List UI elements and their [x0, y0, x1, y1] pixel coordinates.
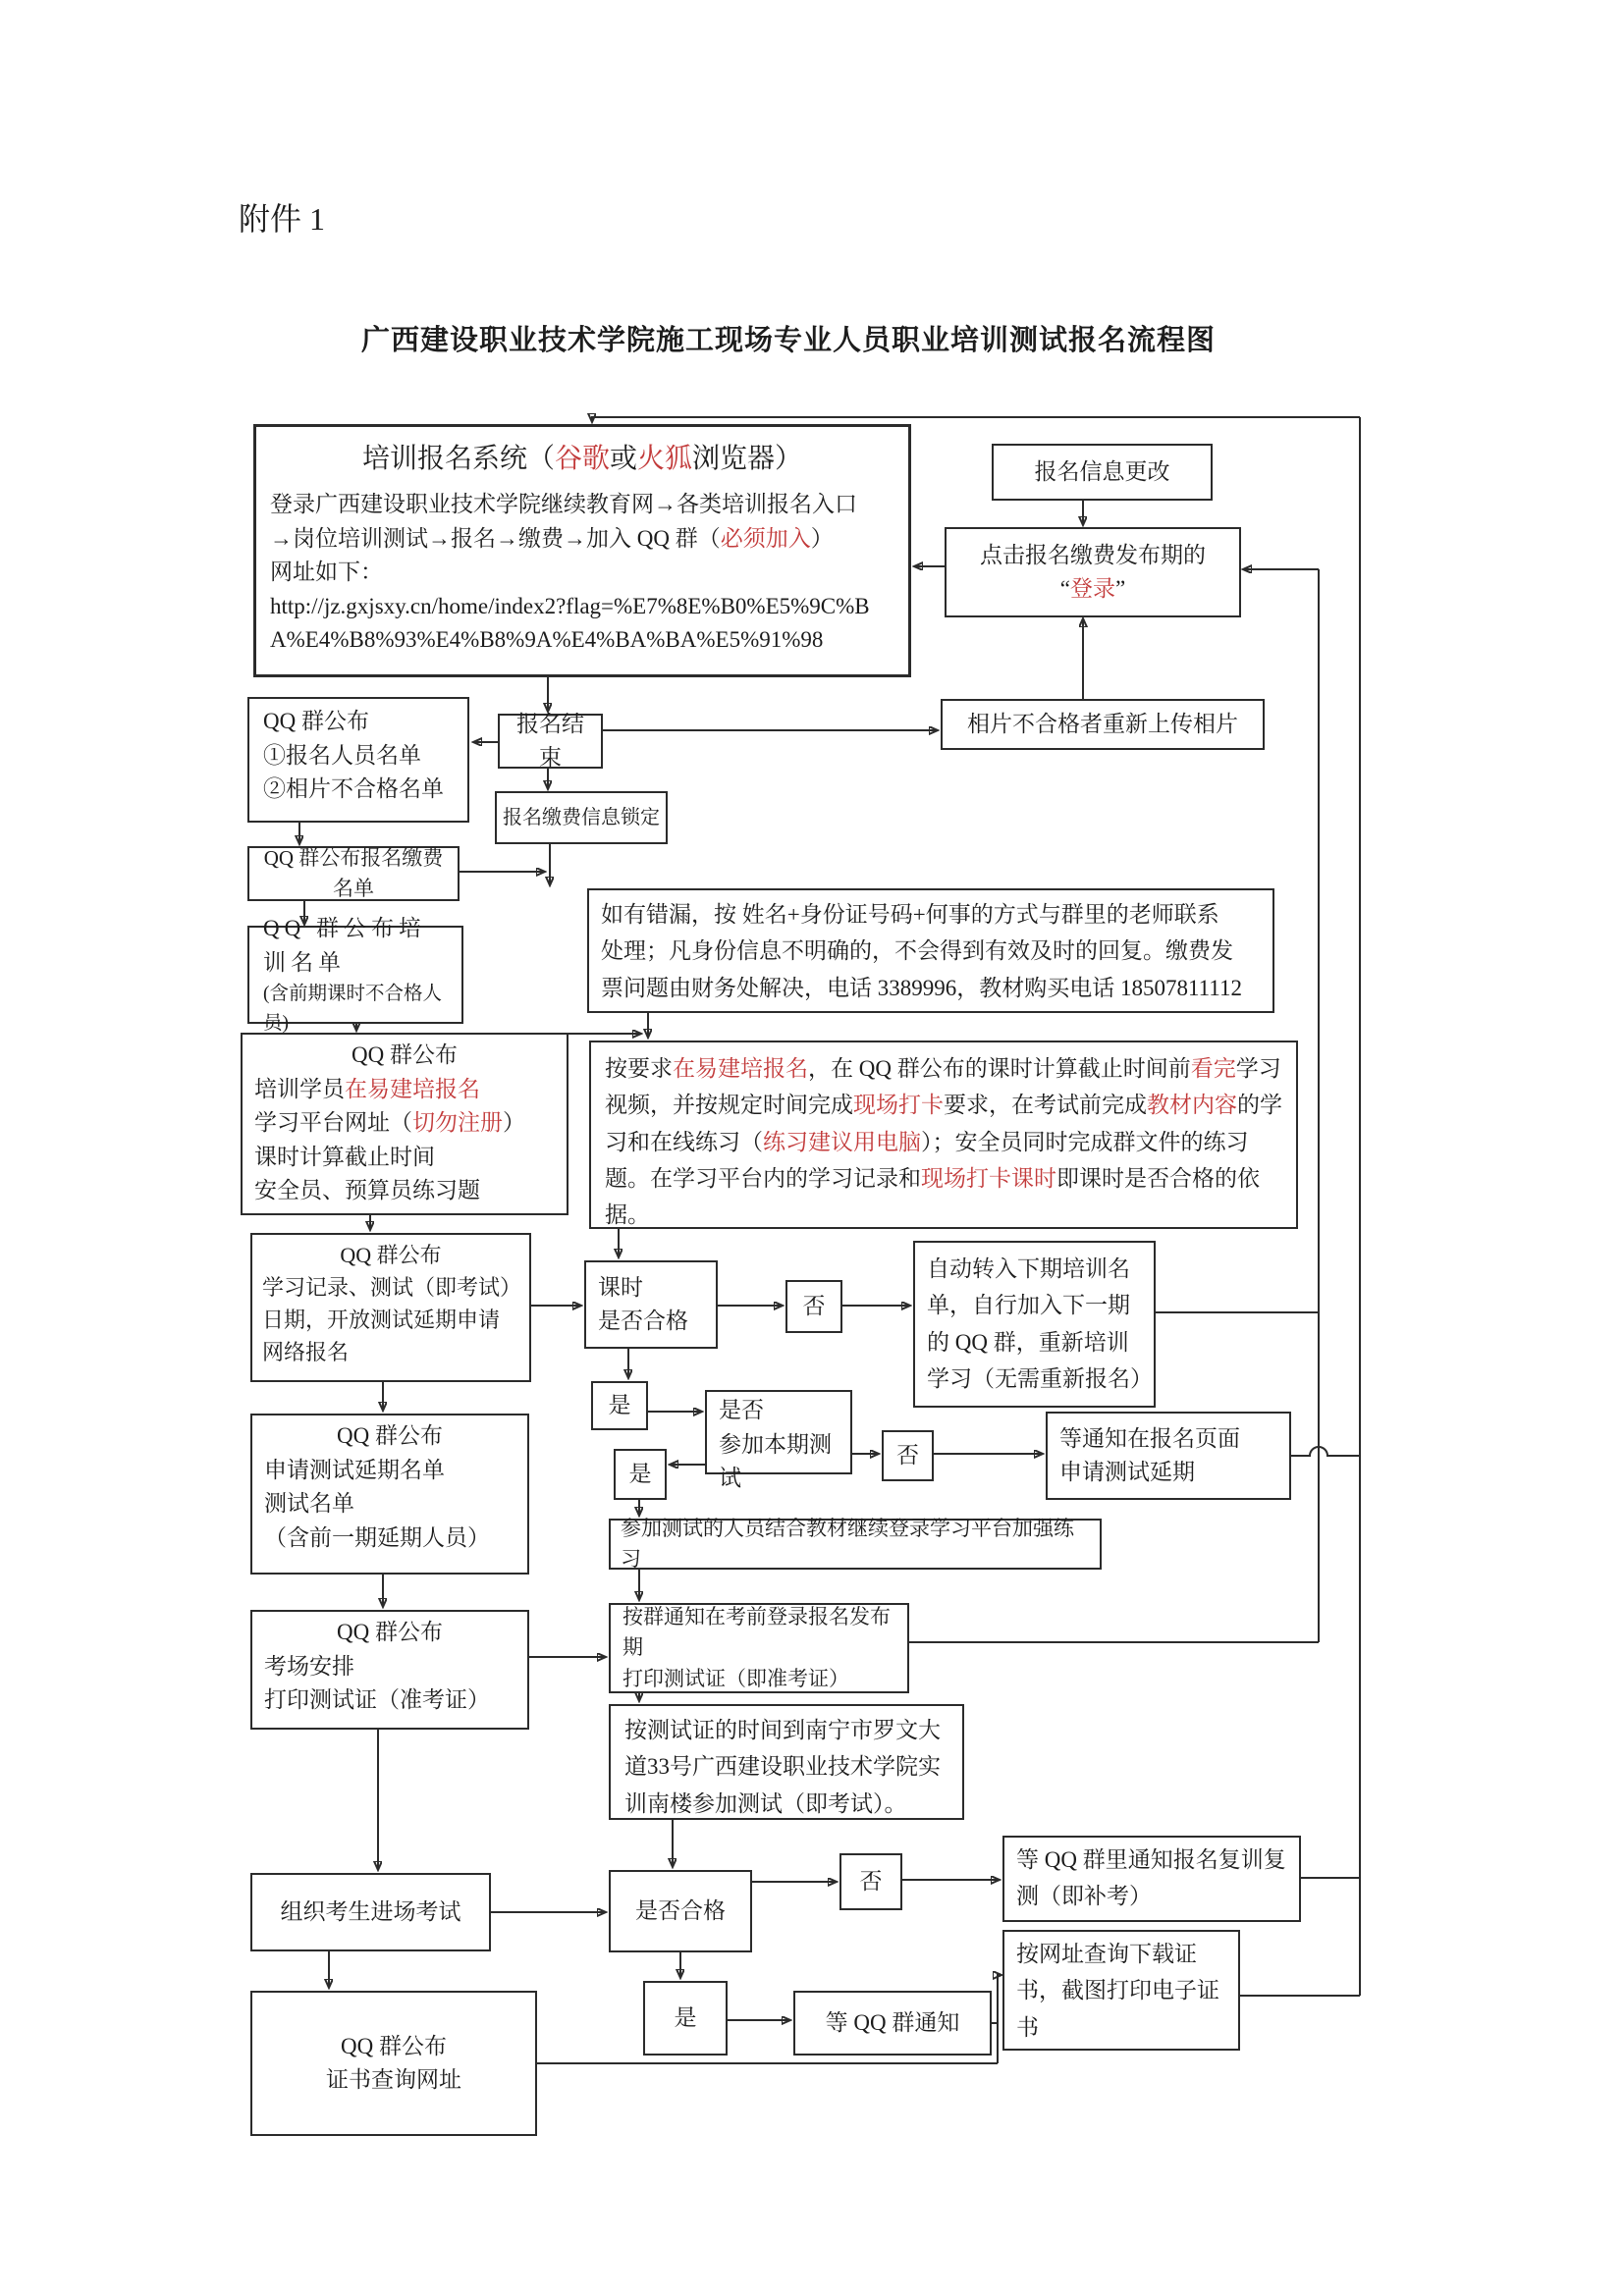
- node-yes-3: 是: [643, 1981, 728, 2056]
- node-download-cert: 按网址查询下载证书，截图打印电子证书: [1002, 1930, 1240, 2051]
- node-wait-delay: 等通知在报名页面 申请测试延期: [1046, 1412, 1291, 1500]
- node-decision-hours: 课时 是否合格: [584, 1260, 718, 1349]
- node-practice-bar: 参加测试的人员结合教材继续登录学习平台加强练习: [609, 1519, 1102, 1570]
- node-lock-info: 报名缴费信息锁定: [495, 791, 668, 844]
- node-info-change: 报名信息更改: [992, 444, 1213, 501]
- node-click-login: 点击报名缴费发布期的 “登录”: [945, 527, 1241, 617]
- node-qq-pay-list: QQ 群公布报名缴费名单: [247, 846, 460, 901]
- node-training-system: [253, 424, 911, 677]
- node-training-system-body: 登录广西建设职业技术学院继续教育网→各类培训报名入口 →岗位培训测试→报名→缴费→加入 QQ 群（必须加入） 网址如下： http://jz.gxjsxy.cn/home/index2?flag=%E7%8E%B0%E5%9C%BA%E4%B8%93%E4%B8%9A%E4%BA%BA%E5%91%98: [270, 492, 870, 652]
- node-study-requirements: 按要求在易建培报名，在 QQ 群公布的课时计算截止时间前看完学习视频，并按规定时间完成现场打卡要求，在考试前完成教材内容的学习和在线练习（练习建议用电脑）；安全员同时完成群文件的练习题。在学习平台内的学习记录和现场打卡课时即课时是否合格的依据。: [589, 1041, 1298, 1229]
- node-decision-pass: 是否合格: [609, 1870, 752, 1952]
- node-organize-exam: 组织考生进场考试: [250, 1873, 491, 1951]
- node-qq-notify: 等 QQ 群通知: [793, 1991, 992, 2056]
- node-decision-attend: 是否 参加本期测试: [705, 1390, 852, 1474]
- node-yes-2: 是: [614, 1449, 667, 1500]
- node-yes-1: 是: [591, 1381, 648, 1430]
- node-no-2: 否: [882, 1430, 934, 1481]
- node-attend-test: 按测试证的时间到南宁市罗文大道33号广西建设职业技术学院实训南楼参加测试（即考试）。: [609, 1704, 964, 1820]
- node-print-cert: 按群通知在考前登录报名发布期 打印测试证（即准考证）: [609, 1603, 909, 1693]
- node-no-1: 否: [785, 1280, 842, 1333]
- node-retrain: 等 QQ 群里通知报名复训复测（即补考）: [1002, 1836, 1301, 1922]
- node-qq-exam-room: QQ 群公布 考场安排 打印测试证（准考证）: [250, 1610, 529, 1730]
- node-qq-delay-list: QQ 群公布 申请测试延期名单 测试名单 （含前一期延期人员）: [250, 1414, 529, 1575]
- attachment-label: 附件 1: [239, 201, 326, 237]
- node-registration-end: 报名结束: [498, 714, 603, 769]
- node-qq-platform: QQ 群公布 培训学员在易建培报名 学习平台网址（切勿注册） 课时计算截止时间 安全员、预算员练习题: [241, 1033, 568, 1215]
- node-reupload-photo: 相片不合格者重新上传相片: [941, 699, 1265, 750]
- node-contact-info: 如有错漏，按 姓名+身份证号码+何事的方式与群里的老师联系 处理；凡身份信息不明确的，不会得到有效及时的回复。缴费发 票问题由财务处解决，电话 3389996，教材购买电话 18507811112: [587, 888, 1274, 1013]
- node-training-system-title: 培训报名系统（谷歌或火狐浏览器）: [361, 444, 803, 474]
- node-qq-train-list: QQ 群公布培训名单 (含前期课时不合格人员): [247, 926, 463, 1024]
- node-no-3: 否: [839, 1853, 902, 1910]
- node-qq-lists: QQ 群公布 ①报名人员名单 ②相片不合格名单: [247, 697, 469, 823]
- page-title: 广西建设职业技术学院施工现场专业人员职业培训测试报名流程图: [360, 325, 1216, 356]
- node-qq-study-record: QQ 群公布 学习记录、测试（即考试） 日期，开放测试延期申请 网络报名: [250, 1233, 531, 1382]
- node-qq-cert-url: QQ 群公布 证书查询网址: [250, 1991, 537, 2136]
- node-auto-transfer: 自动转入下期培训名单，自行加入下一期的 QQ 群，重新培训学习（无需重新报名）: [913, 1241, 1156, 1408]
